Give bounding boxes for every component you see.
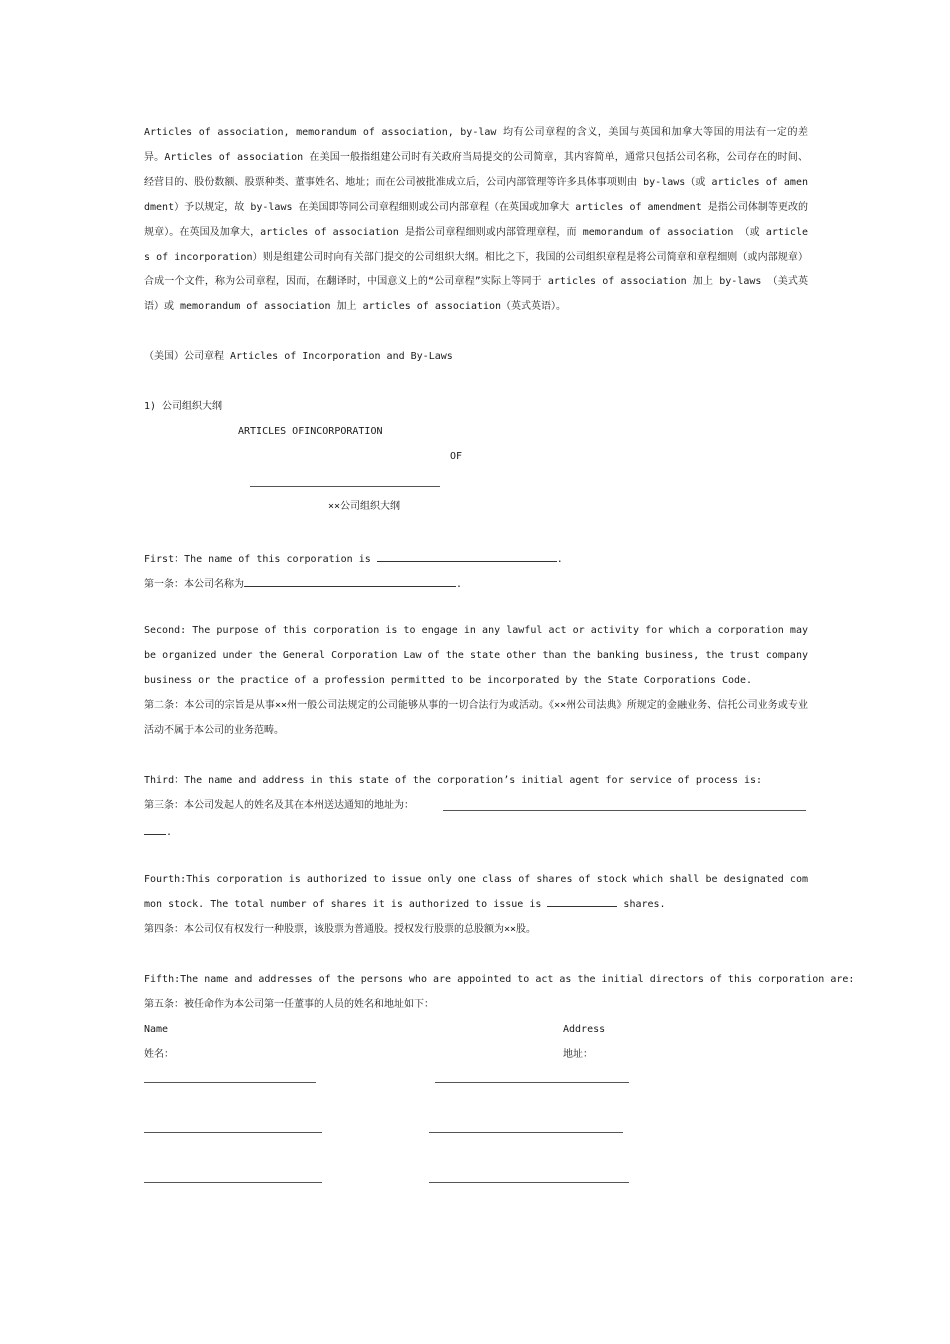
shares-count-blank	[547, 895, 617, 907]
name-label-en: Name	[144, 1024, 169, 1035]
section-heading: （美国）公司章程 Articles of Incorporation and By-Laws	[144, 351, 453, 362]
agent-address-blank-cont: .	[144, 823, 172, 840]
intro-paragraph: Articles of association, memorandum of association, by-law 均有公司章程的含义，美国与英国和加拿大等国的用法有一定的差异。Articles of association 在美国一般指组建公司时有关政府当局提交的公司简章，其内容简单，通常只包括公司名称，公司存在的时间、经营目的、股份数额、股票种类、董事姓名、地址；而在公司被批准成立后，公司内部管理等许多具体事项则由 by-laws（或 articles of amendment）予以规定，故 by-laws 在美国即等同公司章程细则或公司内部章程（在英国或加拿大 articles of amendment 是指公司体制等更改的规章）。在英国及加拿大，articles of association 是指公司章程细则或内部管理章程，而 memorandum of association （或 articles of incorporation）则是组建公司时向有关部门提交的公司组织大纲。相比之下，我国的公司组织章程是将公司简章和章程细则（或内部规章）合成一个文件，称为公司章程，因而，在翻译时，中国意义上的“公司章程”实际上等同于 articles of association 加上 by-laws （美式英语）或 memorandum of association 加上 articles of association（英式英语）。	[144, 127, 808, 313]
title-chinese: ××公司组织大纲	[328, 501, 401, 512]
article-third-cn: 第三条：本公司发起人的姓名及其在本州送达通知的地址为：	[144, 800, 414, 811]
name-label-cn: 姓名：	[144, 1049, 174, 1060]
address-label-en: Address	[563, 1024, 606, 1035]
article-third-en: Third：The name and address in this state of the corporation’s initial agent for service of process is:	[144, 775, 763, 786]
director-address-blank	[429, 1182, 629, 1183]
agent-address-blank	[443, 810, 806, 811]
director-name-blank	[144, 1082, 316, 1083]
article-first-cn: 第一条：本公司名称为 .	[144, 575, 462, 592]
director-name-blank	[144, 1132, 322, 1133]
subsection-heading: 1) 公司组织大纲	[144, 401, 223, 412]
article-fourth-cn: 第四条：本公司仅有权发行一种股票，该股票为普通股。授权发行股票的总股额为××股。	[144, 924, 537, 935]
director-name-blank	[144, 1182, 322, 1183]
article-fifth-cn: 第五条：被任命作为本公司第一任董事的人员的姓名和地址如下：	[144, 999, 434, 1010]
address-label-cn: 地址：	[563, 1049, 593, 1060]
title-articles: ARTICLES OFINCORPORATION	[238, 426, 383, 437]
article-second-en: Second: The purpose of this corporation is to engage in any lawful act or activity for which a corporation may be organized under the General Corporation Law of the state other than the banking business, the trust company business or the practice of a profession permitted to be incorporated by the State Corporations Code.	[144, 625, 808, 686]
company-name-blank	[250, 486, 440, 487]
article-first-en: First：The name of this corporation is .	[144, 550, 563, 567]
corporation-name-cn-blank	[244, 575, 456, 587]
article-fourth-en: Fourth:This corporation is authorized to issue only one class of shares of stock which shall be designated common stock. The total number of shares it is authorized to issue is shares.	[144, 874, 808, 910]
article-second-cn: 第二条：本公司的宗旨是从事××州一般公司法规定的公司能够从事的一切合法行为或活动。《××州公司法典》所规定的金融业务、信托公司业务或专业活动不属于本公司的业务范畴。	[144, 700, 808, 736]
title-of: OF	[450, 451, 463, 462]
director-address-blank	[429, 1132, 623, 1133]
article-fifth-en: Fifth:The name and addresses of the persons who are appointed to act as the initial directors of this corporation are:	[144, 974, 855, 985]
director-address-blank	[435, 1082, 629, 1083]
corporation-name-blank	[377, 550, 557, 562]
